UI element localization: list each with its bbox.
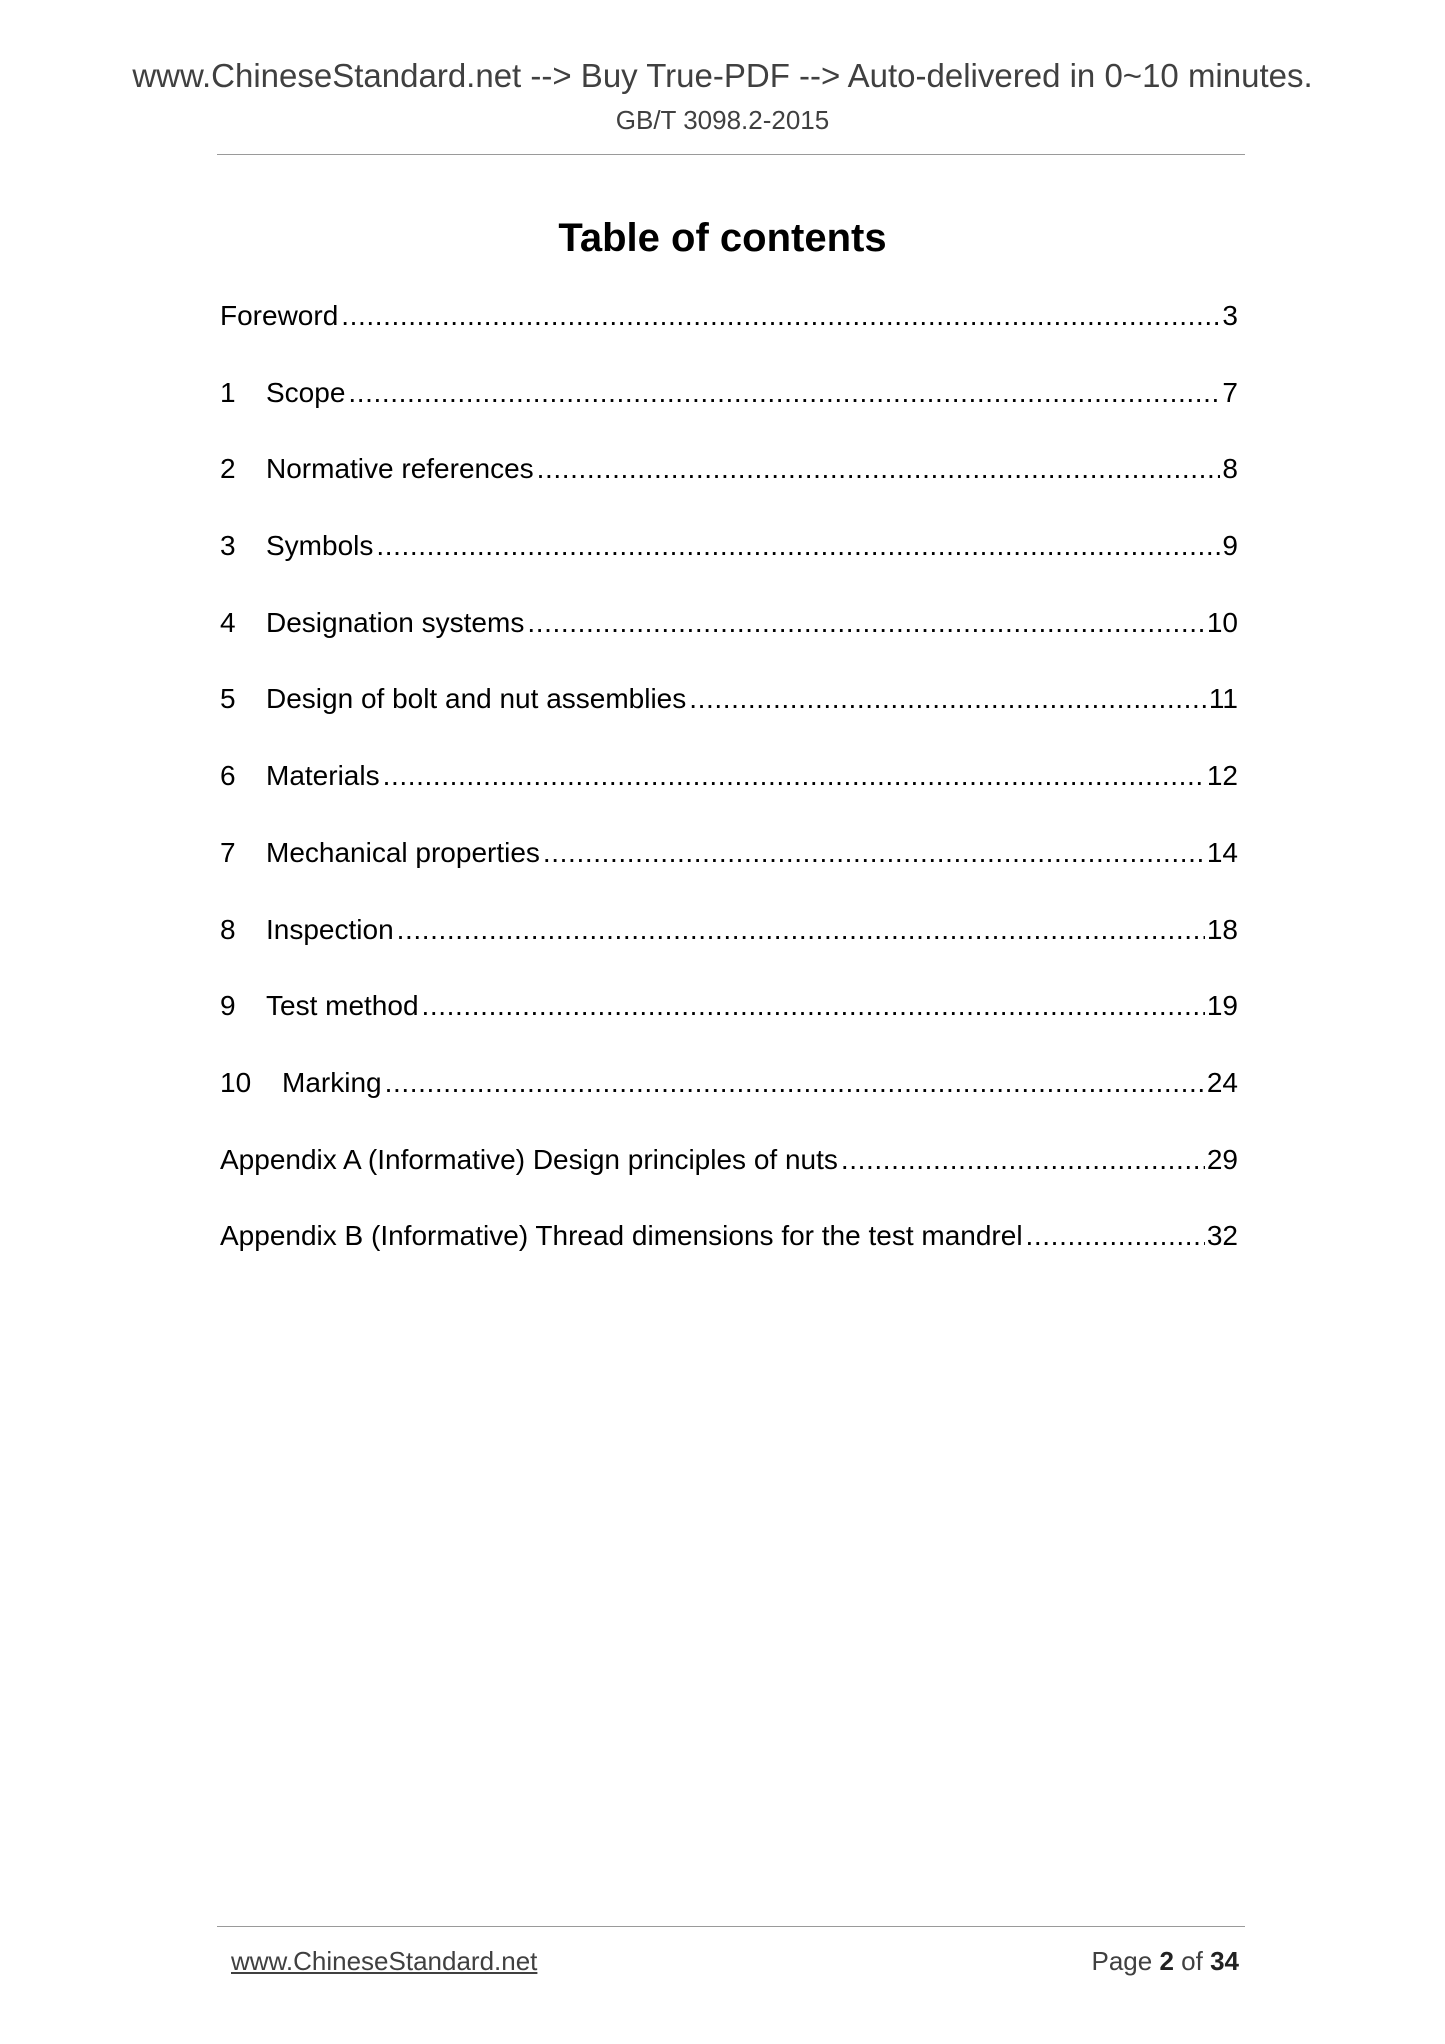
toc-leader-dots bbox=[527, 599, 1205, 647]
toc-entry-scope[interactable] bbox=[220, 369, 1238, 446]
footer-website-link[interactable]: www.ChineseStandard.net bbox=[231, 1946, 538, 1976]
toc-list bbox=[220, 292, 1238, 1289]
toc-entry-foreword[interactable] bbox=[220, 292, 1238, 369]
toc-entry-page: 7 bbox=[1222, 376, 1238, 408]
toc-entry-page: 29 bbox=[1206, 1143, 1238, 1175]
toc-entry-mechanical-properties[interactable] bbox=[220, 829, 1238, 906]
toc-entry-text: Normative references bbox=[266, 453, 534, 485]
toc-entry-page: 19 bbox=[1206, 990, 1238, 1022]
toc-leader-dots bbox=[422, 982, 1205, 1030]
toc-entry-text: Appendix B (Informative) Thread dimensions for the test mandrel bbox=[220, 1220, 1023, 1252]
toc-entry-inspection[interactable] bbox=[220, 906, 1238, 983]
toc-entry-test-method[interactable] bbox=[220, 982, 1238, 1059]
toc-title: Table of contents bbox=[558, 216, 887, 260]
toc-entry-text: Mechanical properties bbox=[266, 836, 540, 868]
toc-entry-materials[interactable] bbox=[220, 752, 1238, 829]
toc-entry-appendix-a[interactable] bbox=[220, 1136, 1238, 1213]
toc-entry-text: Foreword bbox=[220, 300, 339, 331]
toc-entry-text: Appendix A (Informative) Design principles of nuts bbox=[220, 1143, 838, 1175]
toc-entry-designation-systems[interactable] bbox=[220, 599, 1238, 676]
toc-leader-dots bbox=[537, 445, 1221, 493]
toc-entry-number: 10 bbox=[220, 1066, 252, 1098]
toc-entry-page: 18 bbox=[1206, 913, 1238, 945]
toc-leader-dots bbox=[543, 829, 1205, 877]
toc-entry-number: 6 bbox=[220, 760, 236, 792]
toc-leader-dots bbox=[383, 752, 1205, 800]
standard-code: GB/T 3098.2-2015 bbox=[615, 105, 830, 135]
page-current: 2 bbox=[1159, 1946, 1174, 1976]
toc-entry-text: Test method bbox=[266, 990, 419, 1022]
toc-entry-page: 11 bbox=[1208, 683, 1238, 715]
toc-entry-text: Design of bolt and nut assemblies bbox=[266, 683, 687, 715]
toc-entry-page: 32 bbox=[1206, 1220, 1238, 1252]
toc-leader-dots bbox=[341, 292, 1220, 340]
toc-entry-page: 8 bbox=[1222, 453, 1238, 485]
toc-leader-dots bbox=[689, 675, 1207, 723]
toc-entry-normative-references[interactable] bbox=[220, 445, 1238, 522]
toc-entry-number: 5 bbox=[220, 683, 236, 715]
page-of-word: of bbox=[1181, 1946, 1203, 1976]
toc-entry-number: 9 bbox=[220, 990, 236, 1022]
toc-entry-text: Materials bbox=[266, 760, 380, 792]
toc-entry-number: 2 bbox=[220, 453, 236, 485]
toc-entry-number: 7 bbox=[220, 836, 236, 868]
toc-leader-dots bbox=[376, 522, 1220, 570]
toc-entry-page: 10 bbox=[1206, 606, 1238, 638]
toc-leader-dots bbox=[348, 369, 1220, 417]
toc-entry-text: Designation systems bbox=[266, 606, 525, 638]
toc-entry-text: Scope bbox=[266, 376, 346, 408]
toc-entry-appendix-b[interactable] bbox=[220, 1212, 1238, 1289]
header-divider bbox=[217, 154, 1245, 155]
toc-entry-number: 4 bbox=[220, 606, 236, 638]
toc-entry-page: 3 bbox=[1222, 300, 1238, 331]
toc-entry-page: 9 bbox=[1222, 530, 1238, 562]
toc-entry-design-of-bolt-and-nut-assemblies[interactable] bbox=[220, 675, 1238, 752]
toc-entry-text: Marking bbox=[282, 1066, 382, 1098]
toc-entry-marking[interactable] bbox=[220, 1059, 1238, 1136]
header-banner: www.ChineseStandard.net --> Buy True-PDF --> Auto-delivered in 0~10 minutes. bbox=[132, 57, 1313, 94]
toc-leader-dots bbox=[397, 906, 1205, 954]
toc-entry-page: 12 bbox=[1206, 760, 1238, 792]
toc-entry-text: Symbols bbox=[266, 530, 374, 562]
footer-divider bbox=[217, 1926, 1245, 1927]
toc-entry-symbols[interactable] bbox=[220, 522, 1238, 599]
toc-entry-number: 3 bbox=[220, 530, 236, 562]
toc-entry-number: 8 bbox=[220, 913, 236, 945]
toc-leader-dots bbox=[1026, 1212, 1205, 1260]
page-total: 34 bbox=[1210, 1946, 1239, 1976]
toc-entry-page: 24 bbox=[1206, 1066, 1238, 1098]
toc-entry-text: Inspection bbox=[266, 913, 394, 945]
toc-leader-dots bbox=[385, 1059, 1205, 1107]
toc-entry-number: 1 bbox=[220, 376, 236, 408]
page-number bbox=[1091, 1944, 1239, 1978]
page-word: Page bbox=[1091, 1946, 1153, 1976]
toc-leader-dots bbox=[841, 1136, 1205, 1184]
toc-entry-page: 14 bbox=[1206, 836, 1238, 868]
